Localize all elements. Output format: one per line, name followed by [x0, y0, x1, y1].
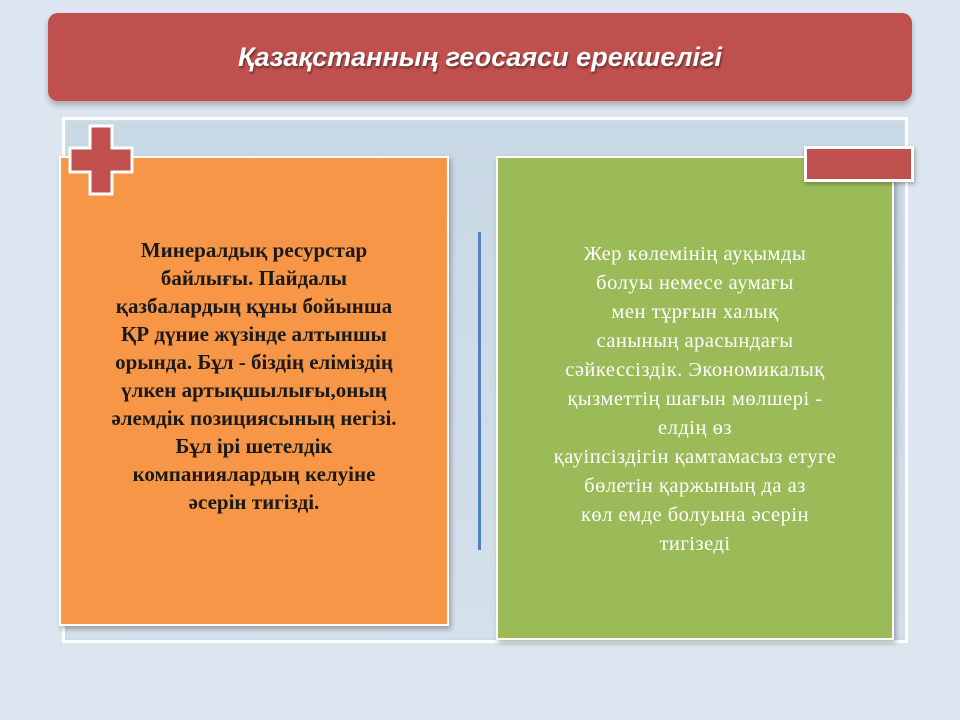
text-line: көл емде болуына әсерін [580, 504, 810, 526]
text-line: қазбалардың құны бойынша [115, 294, 393, 318]
right-card-text [506, 240, 884, 559]
text-line: санының арасындағы [596, 330, 794, 352]
title-bar [48, 13, 912, 101]
text-line: ҚР дүние жүзінде алтыншы [121, 322, 387, 346]
left-card-text [75, 236, 433, 516]
text-line: әсерін тигізді. [188, 490, 320, 514]
divider-line [478, 232, 481, 550]
text-line: үлкен артықшылығы,оның [121, 378, 387, 402]
text-line: Бұл ірі шетелдік [175, 434, 333, 458]
text-line: компаниялардың келуіне [132, 462, 376, 486]
text-line: бөлетін қаржының да аз [584, 475, 806, 497]
left-card [59, 156, 449, 626]
text-line: әлемдік позициясының негізі. [111, 406, 397, 430]
text-line: тигізеді [659, 533, 731, 555]
text-line: байлығы. Пайдалы [160, 266, 348, 290]
red-flag-tab [804, 146, 914, 182]
text-line: орында. Бұл - біздің еліміздің [115, 350, 393, 374]
text-line: Минералдық ресурстар [140, 238, 368, 262]
text-line: сәйкессіздік. Экономикалық [565, 359, 825, 381]
text-line: қызметтің шағын мөлшері - [567, 388, 823, 410]
text-line: мен тұрғын халық [611, 301, 779, 323]
red-cross-icon [68, 124, 134, 196]
right-card [496, 156, 894, 640]
text-line: Жер көлемінің ауқымды [583, 243, 807, 265]
text-line: қауіпсіздігін қамтамасыз етуге [553, 446, 837, 468]
page-title: Қазақстанның геосаяси ерекшелігі [238, 41, 722, 72]
text-line: елдің өз [658, 417, 732, 439]
text-line: болуы немесе аумағы [596, 272, 794, 294]
